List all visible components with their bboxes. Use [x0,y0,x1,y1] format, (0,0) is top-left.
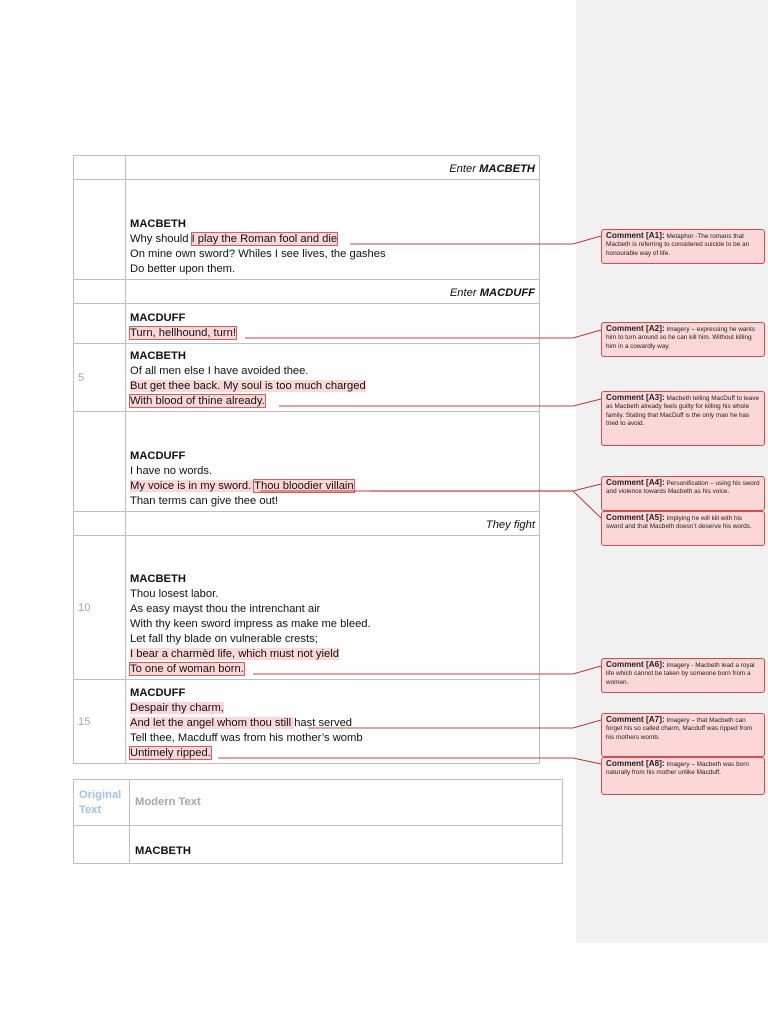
stage-direction: They fight [126,512,540,536]
line-number: 10 [74,536,126,680]
comment-balloon-a7[interactable]: Comment [A7]: Imagery – that Macbeth can forget his so called charm, Macduff was ripped from his mothers womb. [601,713,765,757]
table-row [74,826,563,864]
comment-anchor-a8[interactable]: Untimely ripped. [130,747,211,759]
stage-direction: Enter MACBETH [126,156,540,180]
table-header-row [74,780,563,826]
line-number: 15 [74,680,126,764]
header-modern-text: Modern Text [130,780,563,826]
comment-margin-pane [576,0,768,943]
table-row [74,280,540,304]
stage-direction: Enter MACDUFF [126,280,540,304]
speaker-name: MACBETH [130,826,563,864]
line-number: 5 [74,344,126,412]
speaker-name: MACBETH [130,350,186,362]
comment-balloon-a5[interactable]: Comment [A5]: Implying he will kill with his sword and that Macbeth doesn’t deserve his words. [601,511,765,546]
comment-balloon-a1[interactable]: Comment [A1]: Metaphor -The romans that Macbeth is referring to considered suicide to be an honourable way of life. [601,229,765,264]
table-row: MACBETH Why should I play the Roman fool and die On mine own sword? Whiles I see lives, the gashes Do better upon them. [74,180,540,280]
comment-balloon-a6[interactable]: Comment [A6]: Imagery - Macbeth lead a royal life which cannot be taken by someone born from a women. [601,658,765,693]
header-original-text: Original Text [74,780,130,826]
comment-balloon-a8[interactable]: Comment [A8]: Imagery – Macbeth was born naturally from his mother unlike Macduff. [601,757,765,795]
comment-anchor-a7[interactable]: Despair thy charm, [130,702,224,714]
speaker-name: MACDUFF [130,312,186,324]
comment-anchor-a4[interactable]: My voice is in my sword. [130,480,255,492]
table-row [74,304,540,344]
comment-anchor-a2[interactable]: Turn, hellhound, turn! [130,327,236,339]
speaker-name: MACDUFF [130,450,186,462]
comment-anchor-a3-end[interactable]: With blood of thine already. [130,395,265,407]
comment-anchor-a1[interactable]: I play the Roman fool and die [191,233,338,245]
comment-anchor-a5[interactable]: Thou bloodier villain [254,480,354,492]
comment-anchor-a6-end[interactable]: To one of woman born. [130,663,244,675]
table-row: 10 MACBETH Thou losest labor. As easy mayst thou the intrenchant air With thy keen sword impress as make me bleed. Let fall thy blade on vulnerable crests; I bear a charmèd life, which must not yield To one of woman born. [74,536,540,680]
table-row: 5 MACBETH Of all men else I have avoided thee. But get thee back. My soul is too much charged With blood of thine already. [74,344,540,412]
table-row [74,512,540,536]
comment-balloon-a3[interactable]: Comment [A3]: Macbeth telling MacDuff to leave as Macbeth already feels guilty for killing his whole family. Stating that MacDuff is the only man he has tried to avoid. [601,391,765,446]
speaker-name: MACBETH [130,573,186,585]
translation-table [73,779,563,864]
script-table [73,155,540,764]
table-row: MACDUFF I have no words. My voice is in my sword. Thou bloodier villain Than terms can give thee out! [74,412,540,512]
table-row: 15 MACDUFF Despair thy charm, And let the angel whom thou still hast served Tell thee, Macduff was from his mother’s womb Untimely ripped. [74,680,540,764]
comment-anchor-a3[interactable]: But get thee back. My soul is too much charged [130,380,366,392]
speaker-name: MACDUFF [130,687,186,699]
speaker-name: MACBETH [130,218,186,230]
table-row [74,156,540,180]
comment-balloon-a2[interactable]: Comment [A2]: Imagery – expressing he wants him to turn around so he can kill him. Without killing him in a cowardly way. [601,322,765,357]
comment-anchor-a6[interactable]: I bear a charmèd life, which must not yield [130,648,339,660]
comment-balloon-a4[interactable]: Comment [A4]: Personification – using his sword and violence towards Macbeth as his voice. [601,476,765,511]
